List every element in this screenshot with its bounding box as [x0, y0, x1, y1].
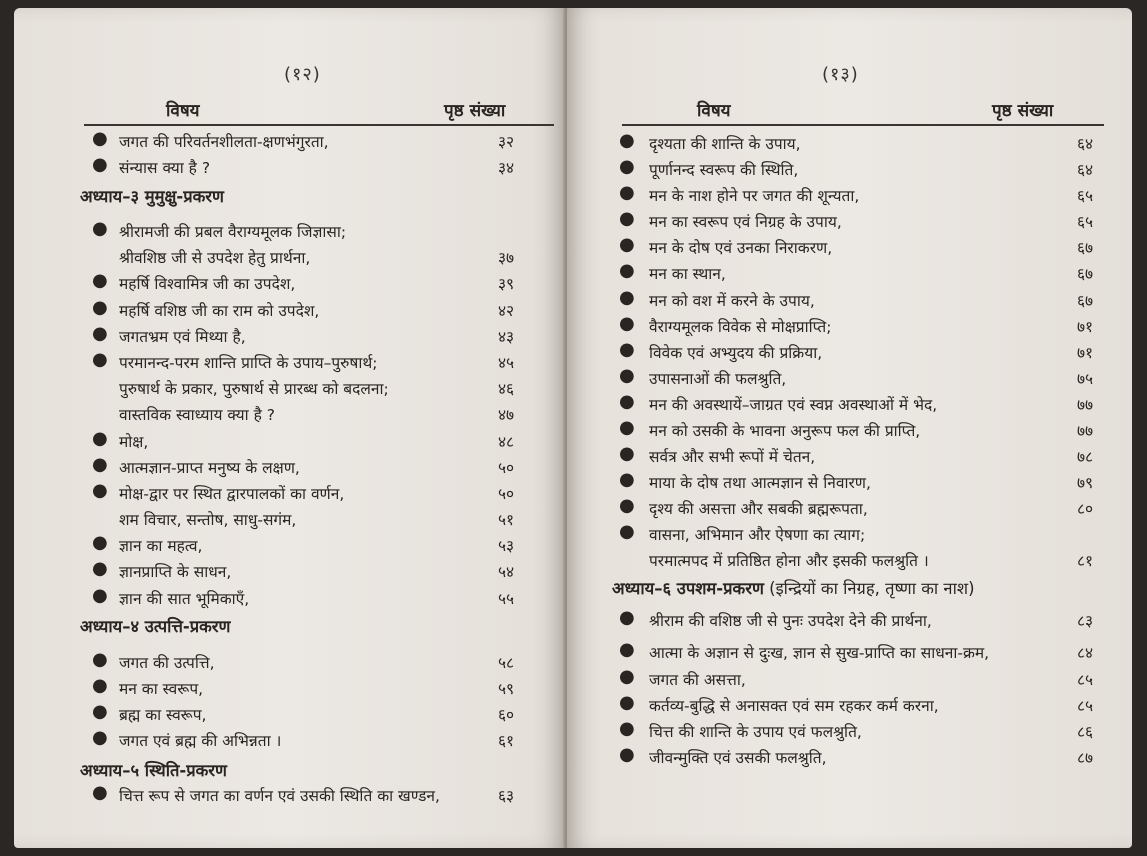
entry-title: जगत की असत्ता, [649, 671, 746, 689]
bullet-icon: ● [619, 313, 635, 334]
chapter-heading-text: अध्याय–३ मुमुक्षु-प्रकरण [80, 187, 224, 206]
entry-page-number: ५५ [498, 590, 515, 608]
bullet-icon: ● [92, 270, 108, 291]
entry-title: ज्ञानप्राप्ति के साधन, [119, 563, 232, 581]
entry-page-number: ७८ [1077, 448, 1094, 466]
entry-page-number: ७१ [1077, 344, 1094, 362]
entry-page-number: ४५ [498, 354, 515, 372]
entry-page-number: ४७ [498, 406, 515, 424]
entry-page-number: ८५ [1077, 671, 1094, 689]
bullet-icon: ● [92, 727, 108, 748]
entry-title: मन के दोष एवं उनका निराकरण, [649, 239, 833, 257]
entry-page-number: ७७ [1077, 396, 1094, 414]
bullet-icon: ● [92, 558, 108, 579]
entry-page-number: ६३ [498, 787, 515, 805]
bullet-icon: ● [619, 744, 635, 765]
entry-title: ज्ञान का महत्व, [119, 537, 203, 555]
header-rule [84, 124, 554, 126]
column-header-subject: विषय [166, 101, 200, 121]
entry-title: मोक्ष-द्वार पर स्थित द्वारपालकों का वर्णन, [119, 485, 345, 503]
entry-title: उपासनाओं की फलश्रुति, [649, 370, 787, 388]
entry-title: सर्वत्र और सभी रूपों में चेतन, [649, 448, 816, 466]
entry-page-number: ६१ [498, 732, 515, 750]
entry-title: ज्ञान की सात भूमिकाएँ, [119, 590, 250, 608]
entry-page-number: ६७ [1077, 265, 1094, 283]
bullet-icon: ● [92, 649, 108, 670]
chapter-heading-text: अध्याय–५ स्थिति-प्रकरण [80, 761, 227, 780]
bullet-icon: ● [619, 234, 635, 255]
entry-title: कर्तव्य-बुद्धि से अनासक्त एवं सम रहकर कर्म करना, [649, 697, 939, 715]
bullet-icon: ● [619, 156, 635, 177]
entry-page-number: ३४ [498, 159, 515, 177]
column-header-page: पृष्ठ संख्या [444, 101, 506, 121]
chapter-heading-note: (इन्द्रियों का निग्रह, तृष्णा का नाश) [763, 579, 975, 598]
bullet-icon: ● [619, 666, 635, 687]
bullet-icon: ● [619, 469, 635, 490]
bullet-icon: ● [619, 607, 635, 628]
page-number: (१३) [822, 64, 859, 85]
entry-title: माया के दोष तथा आत्मज्ञान से निवारण, [649, 474, 871, 492]
entry-page-number: ६० [498, 706, 515, 724]
chapter-heading [612, 576, 975, 599]
bullet-icon: ● [619, 718, 635, 739]
bullet-icon: ● [92, 585, 108, 606]
entry-title: पूर्णानन्द स्वरूप की स्थिति, [649, 161, 799, 179]
entry-page-number: ७९ [1077, 474, 1094, 492]
column-header-page: पृष्ठ संख्या [992, 101, 1054, 121]
bullet-icon: ● [619, 639, 635, 660]
bullet-icon: ● [92, 532, 108, 553]
entry-page-number: ५१ [498, 511, 515, 529]
bullet-icon: ● [92, 701, 108, 722]
entry-title: श्रीराम की वशिष्ठ जी से पुनः उपदेश देने की प्रार्थना, [649, 612, 932, 630]
entry-page-number: ६४ [1077, 135, 1094, 153]
left-page [14, 8, 565, 848]
entry-title: पुरुषार्थ के प्रकार, पुरुषार्थ से प्रारब्ध को बदलना; [119, 380, 389, 398]
bullet-icon: ● [92, 323, 108, 344]
entry-title: जगत की परिवर्तनशीलता-क्षणभंगुरता, [119, 133, 329, 151]
entry-title: आत्मा के अज्ञान से दुःख, ज्ञान से सुख-प्राप्ति का साधना-क्रम, [649, 644, 990, 662]
bullet-icon: ● [619, 391, 635, 412]
entry-page-number: ३२ [498, 133, 515, 151]
entry-title: श्रीरामजी की प्रबल वैराग्यमूलक जिज्ञासा; [119, 223, 347, 241]
entry-title: परमानन्द-परम शान्ति प्राप्ति के उपाय–पुरुषार्थ; [119, 354, 378, 372]
bullet-icon: ● [619, 260, 635, 281]
entry-page-number: ७५ [1077, 370, 1094, 388]
chapter-heading-text: अध्याय–६ उपशम-प्रकरण [612, 579, 764, 598]
entry-title: मन के नाश होने पर जगत की शून्यता, [649, 187, 860, 205]
entry-title: वैराग्यमूलक विवेक से मोक्षप्राप्ति; [649, 318, 832, 336]
entry-page-number: ६५ [1077, 213, 1094, 231]
bullet-icon: ● [92, 480, 108, 501]
page-number: (१२) [284, 64, 321, 85]
entry-page-number: ४२ [498, 302, 515, 320]
entry-page-number: ६७ [1077, 239, 1094, 257]
bullet-icon: ● [92, 454, 108, 475]
entry-title: मन का स्थान, [649, 265, 726, 283]
entry-page-number: ८३ [1077, 612, 1094, 630]
bullet-icon: ● [619, 208, 635, 229]
entry-title: जगत की उत्पत्ति, [119, 654, 215, 672]
entry-page-number: ८१ [1077, 552, 1094, 570]
entry-title: महर्षि विश्वामित्र जी का उपदेश, [119, 275, 296, 293]
entry-title: ब्रह्म का स्वरूप, [119, 706, 207, 724]
bullet-icon: ● [92, 128, 108, 149]
bullet-icon: ● [619, 495, 635, 516]
bullet-icon: ● [92, 297, 108, 318]
entry-page-number: ८५ [1077, 697, 1094, 715]
entry-page-number: ४६ [498, 380, 515, 398]
entry-title: महर्षि वशिष्ठ जी का राम को उपदेश, [119, 302, 320, 320]
entry-title: दृश्यता की शान्ति के उपाय, [649, 135, 801, 153]
entry-page-number: ३७ [498, 249, 515, 267]
entry-title: वासना, अभिमान और ऐषणा का त्याग; [649, 526, 866, 544]
entry-page-number: ७७ [1077, 422, 1094, 440]
bullet-icon: ● [619, 287, 635, 308]
entry-page-number: ५० [498, 485, 515, 503]
bullet-icon: ● [92, 218, 108, 239]
chapter-heading [80, 614, 230, 637]
entry-title: मन का स्वरूप, [119, 680, 204, 698]
bullet-icon: ● [92, 154, 108, 175]
entry-page-number: ८४ [1077, 644, 1094, 662]
bullet-icon: ● [92, 782, 108, 803]
entry-title: मन को उसकी के भावना अनुरूप फल की प्राप्ति, [649, 422, 921, 440]
entry-page-number: ३९ [498, 275, 515, 293]
bullet-icon: ● [92, 349, 108, 370]
entry-title: जीवन्मुक्ति एवं उसकी फलश्रुति, [649, 749, 827, 767]
entry-page-number: ४८ [498, 433, 515, 451]
entry-page-number: ४३ [498, 328, 515, 346]
entry-page-number: ५४ [498, 563, 515, 581]
chapter-heading-text: अध्याय–४ उत्पत्ति-प्रकरण [80, 617, 231, 636]
entry-page-number: ५० [498, 459, 515, 477]
chapter-heading [80, 758, 227, 781]
entry-title: वास्तविक स्वाध्याय क्या है ? [119, 406, 275, 424]
bullet-icon: ● [619, 417, 635, 438]
entry-page-number: ५८ [498, 654, 515, 672]
bullet-icon: ● [92, 675, 108, 696]
bullet-icon: ● [92, 428, 108, 449]
bullet-icon: ● [619, 521, 635, 542]
entry-title: विवेक एवं अभ्युदय की प्रक्रिया, [649, 344, 823, 362]
entry-title: जगत एवं ब्रह्म की अभिन्नता । [119, 732, 282, 750]
bullet-icon: ● [619, 692, 635, 713]
bullet-icon: ● [619, 339, 635, 360]
entry-page-number: ५३ [498, 537, 515, 555]
entry-page-number: ८६ [1077, 723, 1094, 741]
entry-title: मन की अवस्थायें–जाग्रत एवं स्वप्न अवस्थाओं में भेद, [649, 396, 938, 414]
entry-page-number: ७१ [1077, 318, 1094, 336]
entry-title: परमात्मपद में प्रतिष्ठित होना और इसकी फलश्रुति । [649, 552, 929, 570]
entry-title: चित्त रूप से जगत का वर्णन एवं उसकी स्थिति का खण्डन, [119, 787, 440, 805]
entry-title: चित्त की शान्ति के उपाय एवं फलश्रुति, [649, 723, 862, 741]
entry-title: मन को वश में करने के उपाय, [649, 292, 815, 310]
entry-page-number: ६५ [1077, 187, 1094, 205]
bullet-icon: ● [619, 443, 635, 464]
chapter-heading [80, 184, 224, 207]
entry-title: संन्यास क्या है ? [119, 159, 211, 177]
entry-title: जगतभ्रम एवं मिथ्या है, [119, 328, 246, 346]
entry-title: आत्मज्ञान-प्राप्त मनुष्य के लक्षण, [119, 459, 300, 477]
right-page [567, 8, 1132, 848]
entry-title: मन का स्वरूप एवं निग्रह के उपाय, [649, 213, 842, 231]
header-rule [622, 124, 1104, 126]
entry-page-number: ६४ [1077, 161, 1094, 179]
entry-page-number: ८७ [1077, 749, 1094, 767]
entry-page-number: ६७ [1077, 292, 1094, 310]
entry-title: शम विचार, सन्तोष, साधु-सगंम, [119, 511, 297, 529]
bullet-icon: ● [619, 365, 635, 386]
entry-title: दृश्य की असत्ता और सबकी ब्रह्मरूपता, [649, 500, 868, 518]
column-header-subject: विषय [697, 101, 731, 121]
bullet-icon: ● [619, 182, 635, 203]
entry-title: मोक्ष, [119, 433, 149, 451]
entry-title: श्रीवशिष्ठ जी से उपदेश हेतु प्रार्थना, [119, 249, 311, 267]
bullet-icon: ● [619, 130, 635, 151]
entry-page-number: ५९ [498, 680, 515, 698]
entry-page-number: ८० [1077, 500, 1094, 518]
